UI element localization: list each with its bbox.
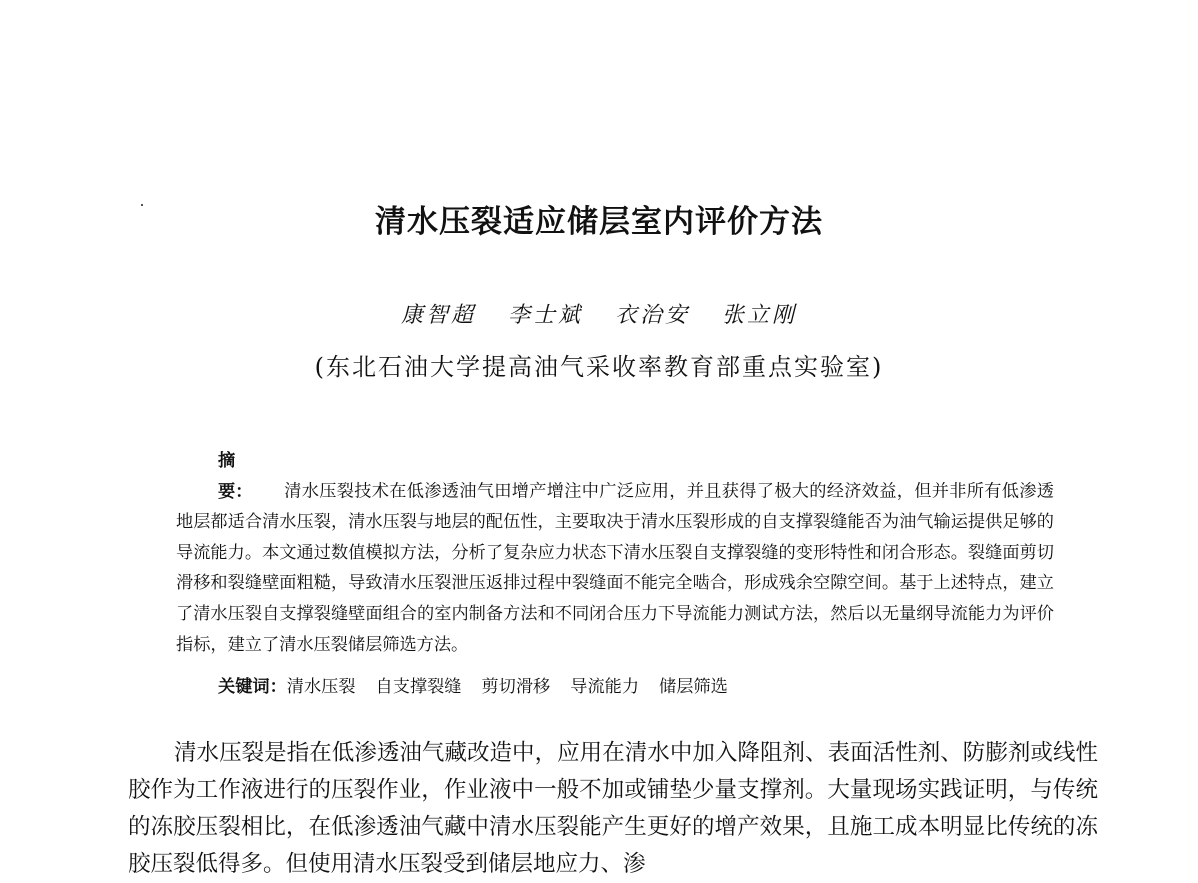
- body-paragraph: 清水压裂是指在低渗透油气藏改造中，应用在清水中加入降阻剂、表面活性剂、防膨剂或线性胶作为工作液进行的压裂作业，作业液中一般不加或铺垫少量支撑剂。大量现场实践证明，与传统的冻胶压裂相比，在低渗透油气藏中清水压裂能产生更好的增产效果，且施工成本明显比传统的冻胶压裂低得多。但使用清水压裂受到储层地应力、渗: [128, 740, 1098, 877]
- affiliation: (东北石油大学提高油气采收率教育部重点实验室): [314, 353, 884, 381]
- abstract-text: 清水压裂技术在低渗透油气田增产增注中广泛应用，并且获得了极大的经济效益，但并非所有低渗透地层都适合清水压裂，清水压裂与地层的配伍性，主要取决于清水压裂形成的自支撑裂缝能否为油气输运提供足够的导流能力。本文通过数值模拟方法，分析了复杂应力状态下清水压裂自支撑裂缝的变形特性和闭合形态。裂缝面剪切滑移和裂缝壁面粗糙，导致清水压裂泄压返排过程中裂缝面不能完全啮合，形成残余空隙空间。基于上述特点，建立了清水压裂自支撑裂缝壁面组合的室内制备方法和不同闭合压力下导流能力测试方法，然后以无量纲导流能力为评价指标，建立了清水压裂储层筛选方法。: [176, 481, 1054, 655]
- keywords: [218, 672, 748, 702]
- keyword: 储层筛选: [659, 677, 728, 697]
- keyword: 剪切滑移: [481, 677, 551, 697]
- abstract: [176, 446, 1054, 660]
- keywords-label: 关键词：: [218, 677, 287, 697]
- keyword: 导流能力: [570, 677, 640, 697]
- paper-title: 清水压裂适应储层室内评价方法: [375, 204, 823, 240]
- abstract-label: 摘 要：: [218, 451, 253, 502]
- keyword: 自支撑裂缝: [375, 677, 462, 697]
- keyword: 清水压裂: [286, 677, 356, 697]
- author-list: 康智超 李士斌 衣治安 张立刚: [401, 303, 797, 328]
